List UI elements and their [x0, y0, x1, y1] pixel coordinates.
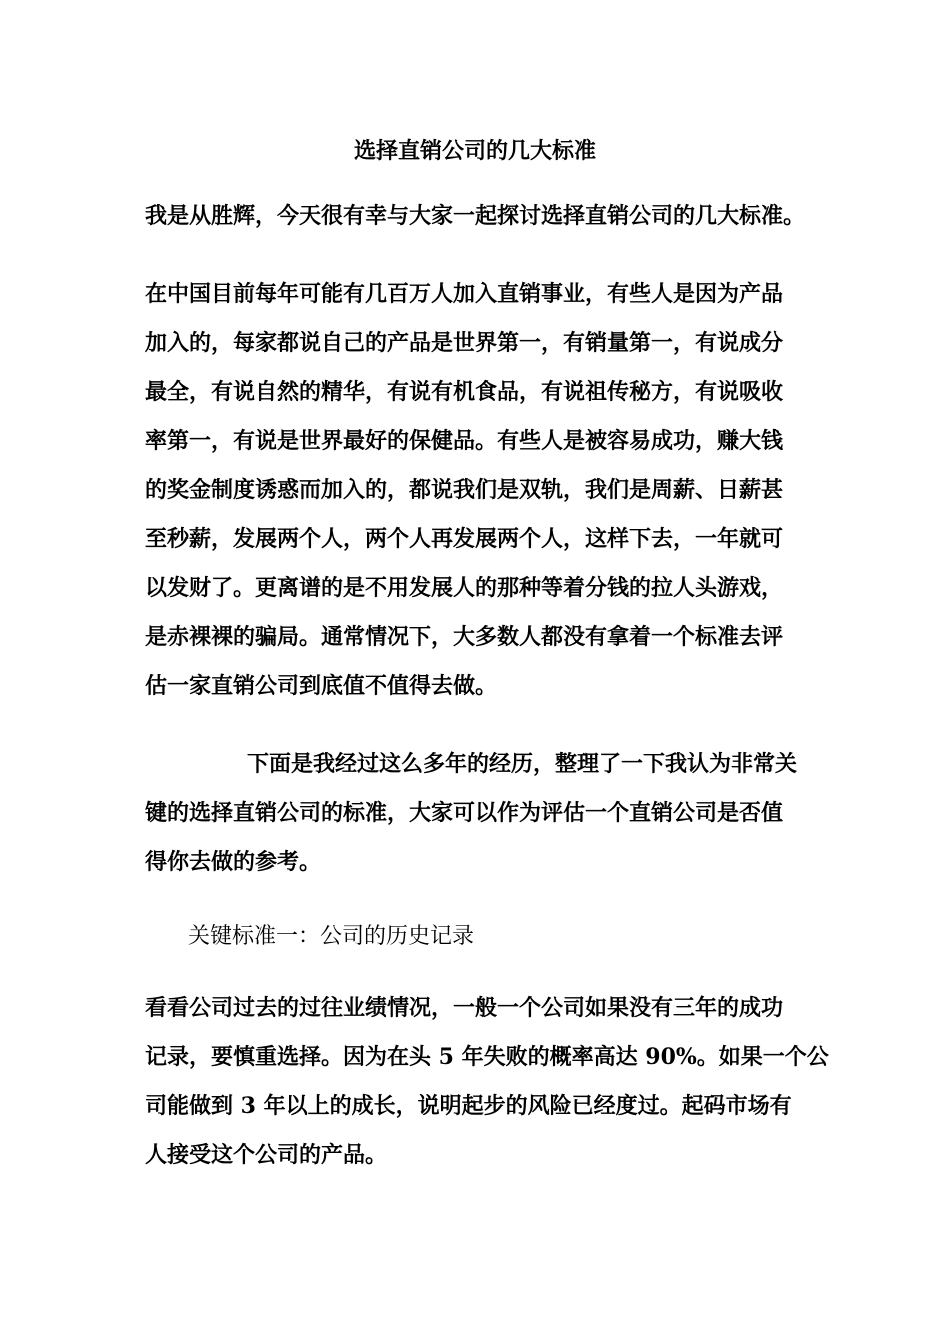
- section-heading: [188, 912, 858, 961]
- text-line: 以发财了。更离谱的是不用发展人的那种等着分钱的拉人头游戏，: [145, 575, 784, 601]
- heading-text: 关键标准一：公司的历史记录: [188, 924, 475, 949]
- text-line: 看看公司过去的过往业绩情况，一般一个公司如果没有三年的成功: [145, 995, 784, 1021]
- text-line: 率第一，有说是世界最好的保健品。有些人是被容易成功，赚大钱: [145, 428, 784, 454]
- text-line: 人接受这个公司的产品。: [145, 1142, 388, 1168]
- main-paragraph: [145, 270, 815, 711]
- next-paragraph: [145, 740, 815, 887]
- text-line: 加入的，每家都说自己的产品是世界第一，有销量第一，有说成分: [145, 330, 784, 356]
- text-line: 司能做到 3 年以上的成长，说明起步的风险已经度过。起码市场有: [145, 1093, 792, 1119]
- text-line: 的奖金制度诱惑而加入的，都说我们是双轨，我们是周薪、日薪甚: [145, 477, 784, 503]
- text-line: 至秒薪，发展两个人，两个人再发展两个人，这样下去，一年就可: [145, 526, 784, 552]
- text-line: 在中国目前每年可能有几百万人加入直销事业，有些人是因为产品: [145, 281, 784, 307]
- document-title: 选择直销公司的几大标准: [353, 138, 596, 164]
- text-line: 估一家直销公司到底值不值得去做。: [145, 673, 498, 699]
- text-line: 键的选择直销公司的标准，大家可以作为评估一个直销公司是否值: [145, 800, 784, 826]
- text-line: 得你去做的参考。: [145, 849, 322, 875]
- text-line: 记录，要慎重选择。因为在头 5 年失败的概率高达 90%。如果一个公: [145, 1044, 829, 1070]
- text-line: 最全，有说自然的精华，有说有机食品，有说祖传秘方，有说吸收: [145, 379, 784, 405]
- text-line: 我是从胜辉，今天很有幸与大家一起探讨选择直销公司的几大标准。: [145, 203, 806, 229]
- text-line: 是赤裸裸的骗局。通常情况下，大多数人都没有拿着一个标准去评: [145, 624, 784, 650]
- text-line: 下面是我经过这么多年的经历，整理了一下我认为非常关: [247, 751, 798, 777]
- intro-paragraph: [145, 192, 815, 241]
- standard-1-paragraph: [145, 984, 829, 1180]
